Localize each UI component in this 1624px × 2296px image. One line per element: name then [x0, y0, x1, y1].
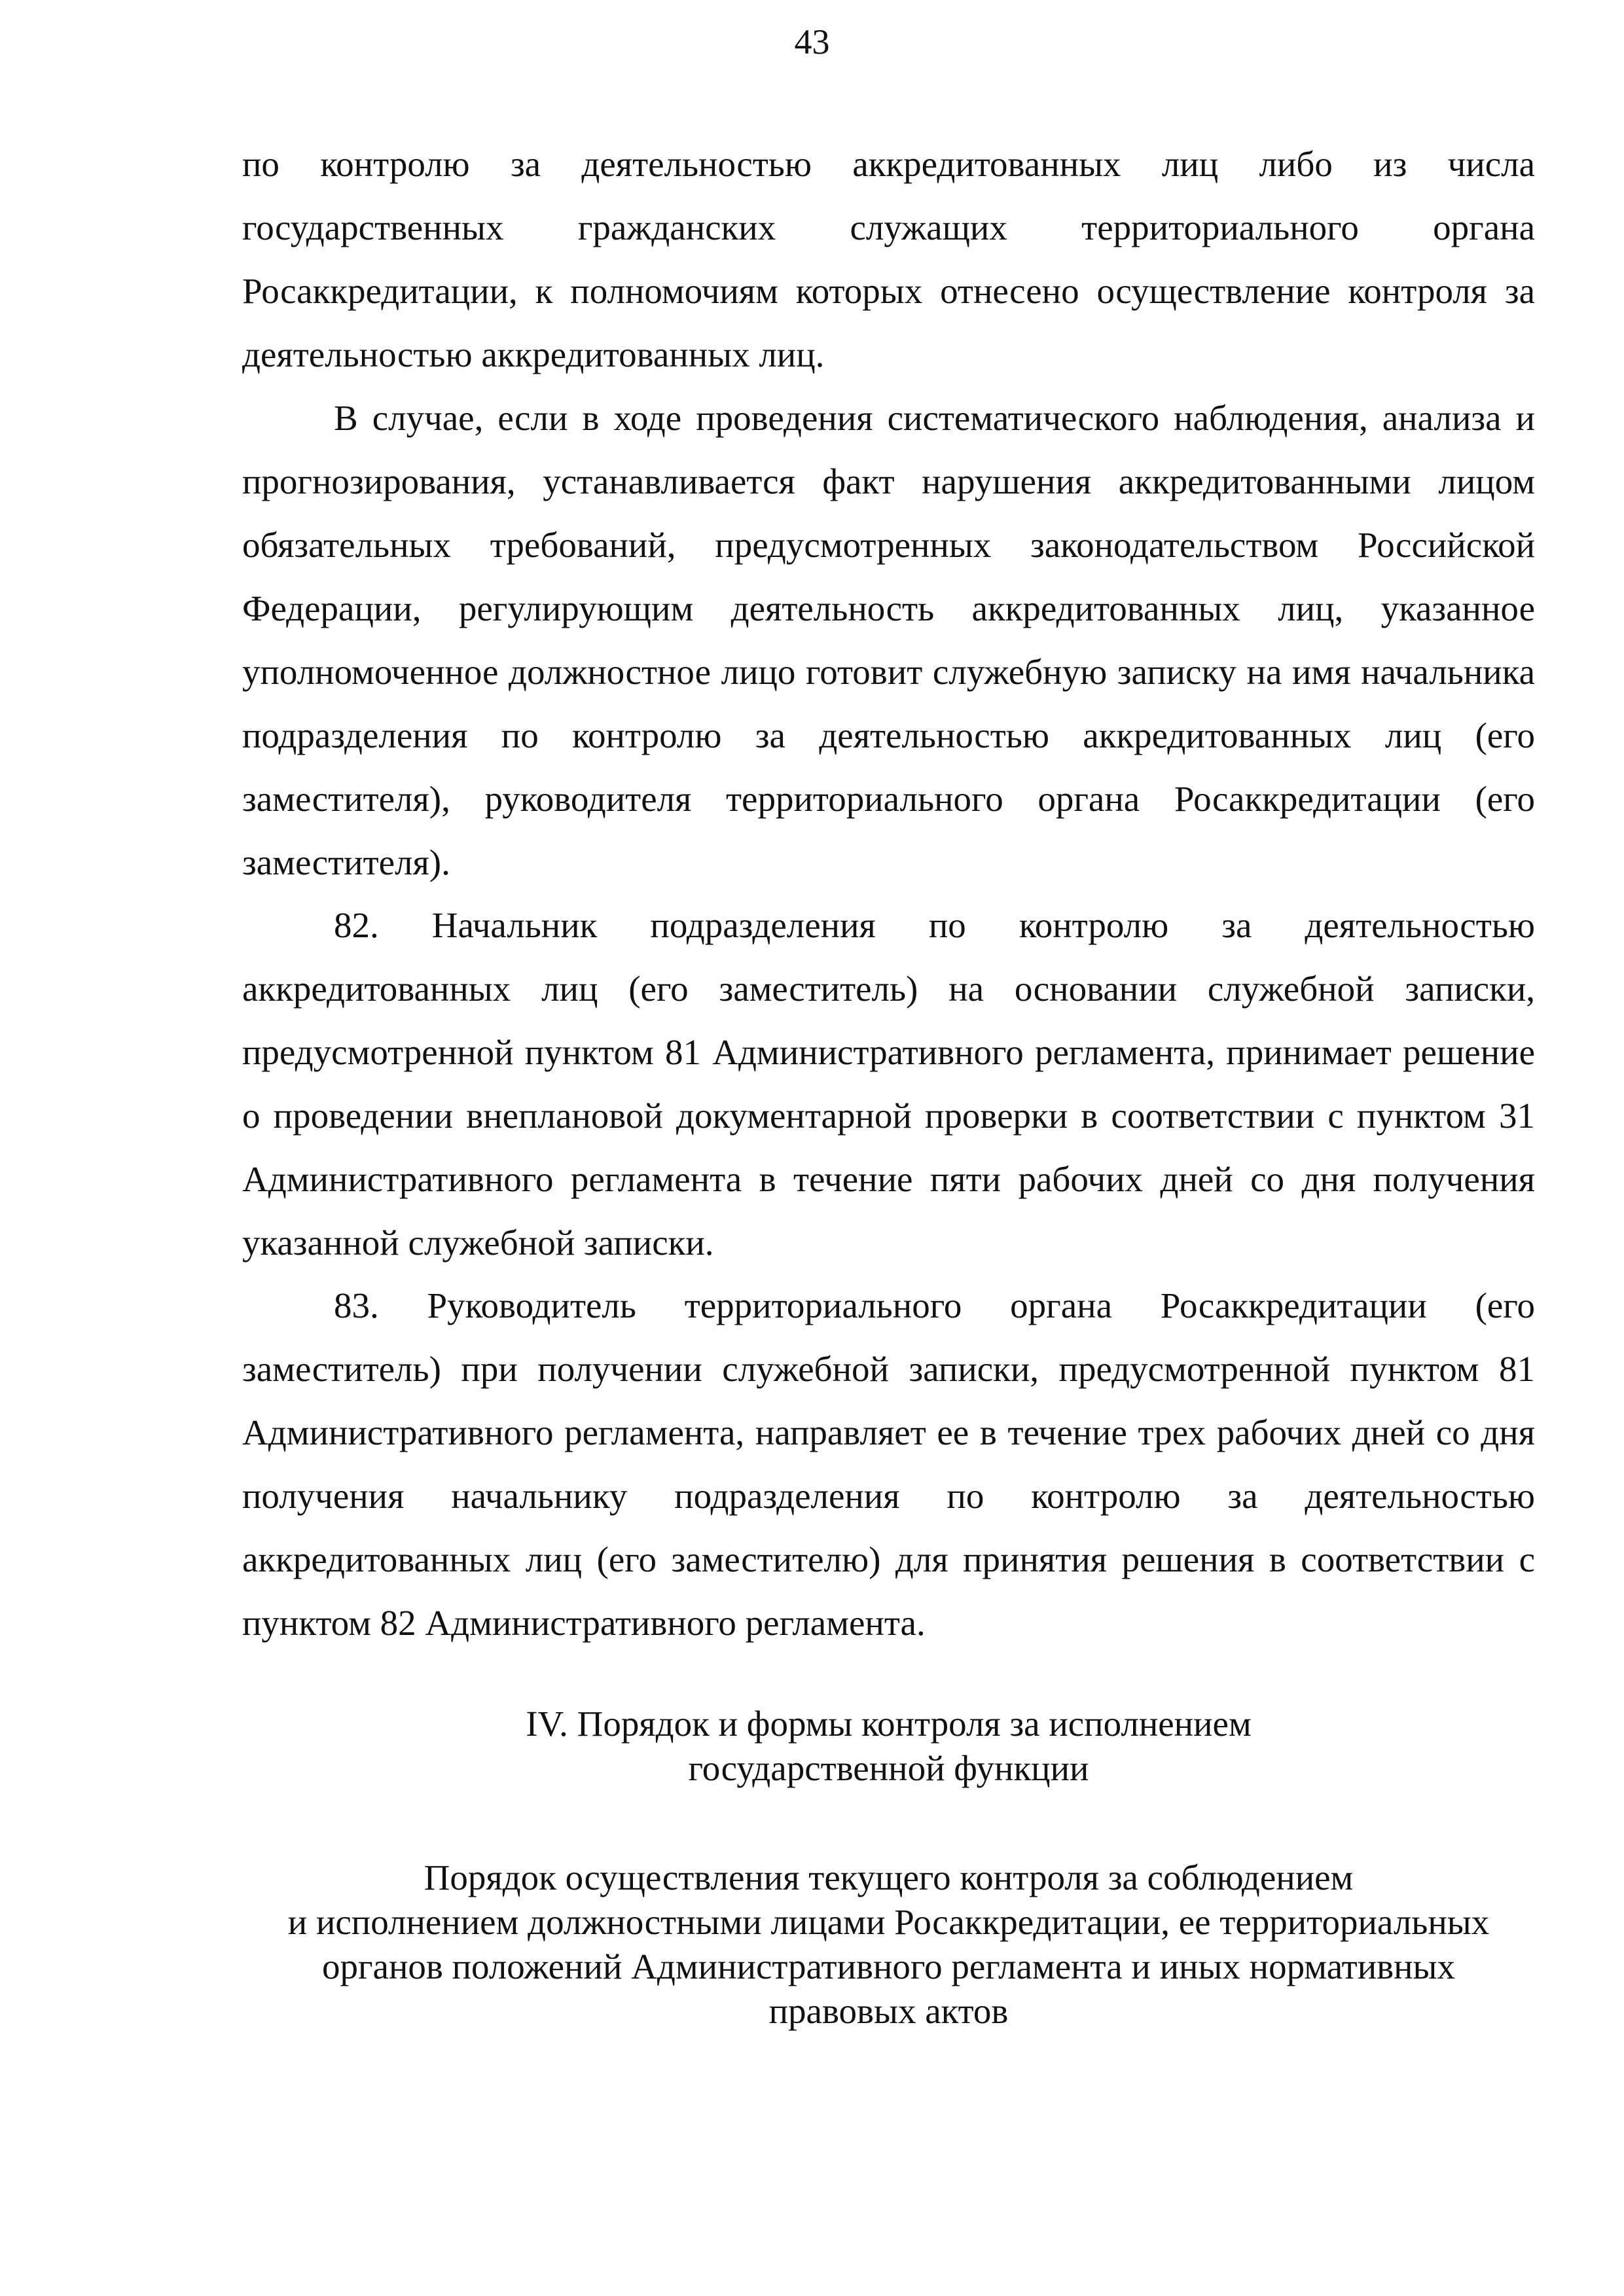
paragraph-text: 82. Начальник подразделения по контролю за деятельностью аккредитованных лиц (его заместитель) на основании служебной записки, предусмотренной пунктом 81 Административного регламента, принимает решение о проведении внеплановой документарной проверки в соответствии с пунктом 31 Административного регламента в течение пяти рабочих дней со дня получения указанной служебной записки.: [242, 905, 1535, 1263]
paragraph-text: по контролю за деятельностью аккредитованных лиц либо из числа государственных гражданских служащих территориального органа Росаккредитации, к полномочиям которых отнесено осуществление контроля за деятельностью аккредитованных лиц.: [242, 144, 1535, 374]
subsection-heading-line: правовых актов: [768, 1991, 1009, 2031]
section-heading-line: IV. Порядок и формы контроля за исполнением: [526, 1704, 1252, 1744]
clause-83-paragraph: [242, 1274, 1535, 1655]
subsection-heading-line: органов положений Административного регламента и иных нормативных: [321, 1946, 1456, 1986]
section-heading: [242, 1702, 1535, 1791]
subsection-heading: [242, 1856, 1535, 2034]
section-heading-line: государственной функции: [688, 1748, 1089, 1788]
paragraph-text: В случае, если в ходе проведения систематического наблюдения, анализа и прогнозирования, устанавливается факт нарушения аккредитованными лицом обязательных требований, предусмотренных законодательством Российской Федерации, регулирующим деятельность аккредитованных лиц, указанное уполномоченное должностное лицо готовит служебную записку на имя начальника подразделения по контролю за деятельностью аккредитованных лиц (его заместителя), руководителя территориального органа Росаккредитации (его заместителя).: [242, 398, 1535, 882]
page-number: 43: [794, 22, 830, 62]
paragraph-text: 83. Руководитель территориального органа Росаккредитации (его заместитель) при получении служебной записки, предусмотренной пунктом 81 Административного регламента, направляет ее в течение трех рабочих дней со дня получения начальнику подразделения по контролю за деятельностью аккредитованных лиц (его заместителю) для принятия решения в соответствии с пунктом 82 Административного регламента.: [242, 1285, 1535, 1643]
subsection-heading-line: Порядок осуществления текущего контроля за соблюдением: [424, 1857, 1354, 1897]
body-paragraph: [242, 386, 1535, 894]
clause-82-paragraph: [242, 893, 1535, 1274]
body-paragraph: [242, 132, 1535, 386]
subsection-heading-line: и исполнением должностными лицами Росаккредитации, ее территориальных: [287, 1902, 1490, 1942]
